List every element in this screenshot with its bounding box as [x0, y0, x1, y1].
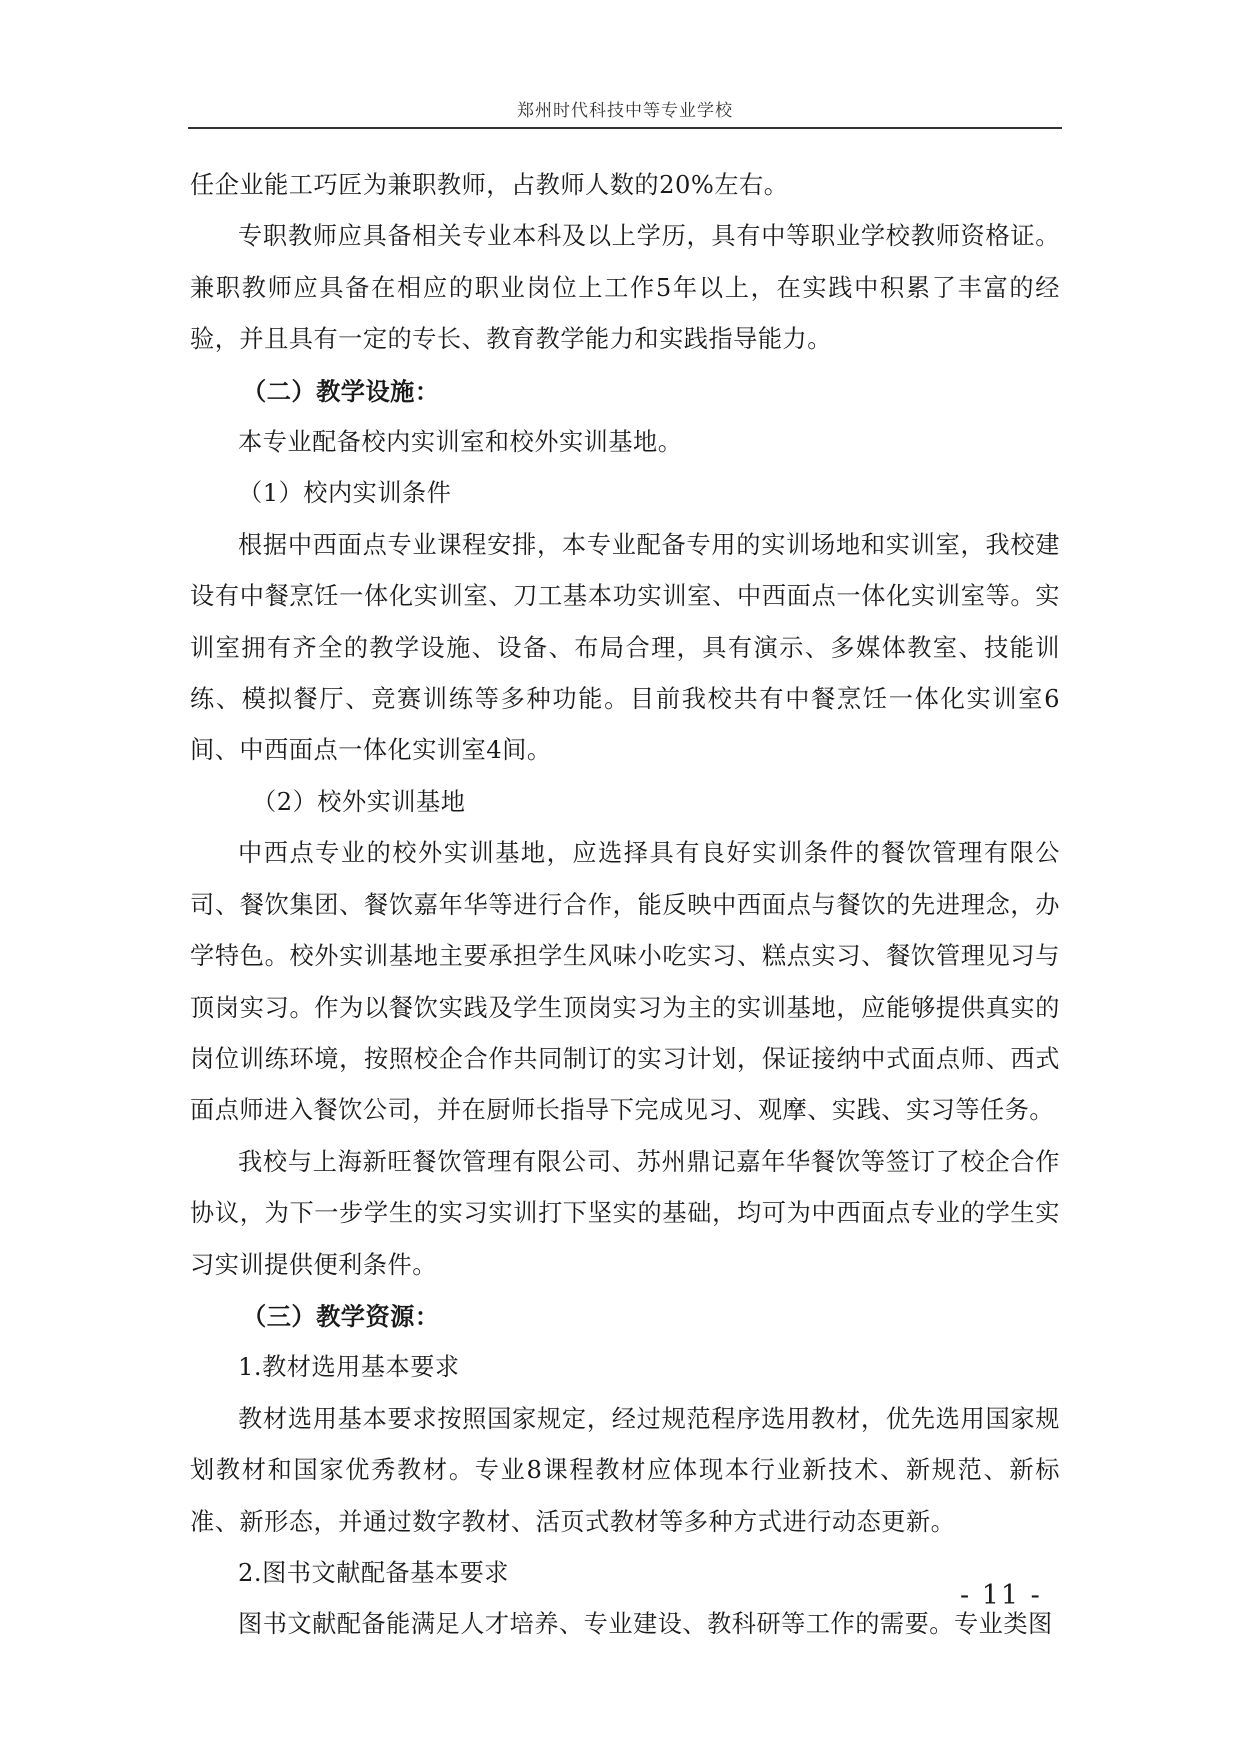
- subheading-textbook-requirements: 1.教材选用基本要求: [238, 1353, 460, 1382]
- page-number: - 11 -: [960, 1580, 1042, 1611]
- paragraph-textbook-requirements: 教材选用基本要求按照国家规定，经过规范程序选用教材，优先选用国家规划教材和国家优秀教材。专业8课程教材应体现本行业新技术、新规范、新标准、新形态，并通过数字教材、活页式教材等多种方式进行动态更新。: [190, 1404, 1060, 1536]
- subheading-on-campus-training: （1）校内实训条件: [238, 479, 452, 508]
- section-heading-teaching-facilities: （二）教学设施：: [242, 376, 440, 406]
- document-header-title: 郑州时代科技中等专业学校: [517, 101, 733, 121]
- section-heading-teaching-resources: （三）教学资源：: [242, 1301, 440, 1331]
- paragraph-library-requirements: 图书文献配备能满足人才培养、专业建设、教科研等工作的需要。专业类图: [238, 1610, 1053, 1639]
- document-body: [190, 160, 1060, 1651]
- header-divider: [188, 127, 1062, 129]
- paragraph-off-campus-base: 中西点专业的校外实训基地，应选择具有良好实训条件的餐饮管理有限公司、餐饮集团、餐饮嘉年华等进行合作，能反映中西面点与餐饮的先进理念，办学特色。校外实训基地主要承担学生风味小吃实习、糕点实习、餐饮管理见习与顶岗实习。作为以餐饮实践及学生顶岗实习为主的实训基地，应能够提供真实的岗位训练环境，按照校企合作共同制订的实习计划，保证接纳中式面点师、西式面点师进入餐饮公司，并在厨师长指导下完成见习、观摩、实践、实习等任务。: [190, 839, 1060, 1125]
- paragraph-facilities-intro: 本专业配备校内实训室和校外实训基地。: [238, 428, 683, 457]
- paragraph-part-time-teachers: 任企业能工巧匠为兼职教师，占教师人数的20%左右。: [190, 171, 789, 199]
- subheading-off-campus-base: （2）校外实训基地: [252, 787, 466, 816]
- subheading-library-requirements: 2.图书文献配备基本要求: [238, 1558, 509, 1587]
- paragraph-school-enterprise-cooperation: 我校与上海新旺餐饮管理有限公司、苏州鼎记嘉年华餐饮等签订了校企合作协议，为下一步学生的实习实训打下坚实的基础，均可为中西面点专业的学生实习实训提供便利条件。: [190, 1147, 1060, 1279]
- paragraph-on-campus-training: 根据中西面点专业课程安排，本专业配备专用的实训场地和实训室，我校建设有中餐烹饪一体化实训室、刀工基本功实训室、中西面点一体化实训室等。实训室拥有齐全的教学设施、设备、布局合理，具有演示、多媒体教室、技能训练、模拟餐厅、竞赛训练等多种功能。目前我校共有中餐烹饪一体化实训室6间、中西面点一体化实训室4间。: [190, 530, 1060, 765]
- paragraph-teacher-qualifications: 专职教师应具备相关专业本科及以上学历，具有中等职业学校教师资格证。兼职教师应具备在相应的职业岗位上工作5年以上，在实践中积累了丰富的经验，并且具有一定的专长、教育教学能力和实践指导能力。: [190, 222, 1060, 354]
